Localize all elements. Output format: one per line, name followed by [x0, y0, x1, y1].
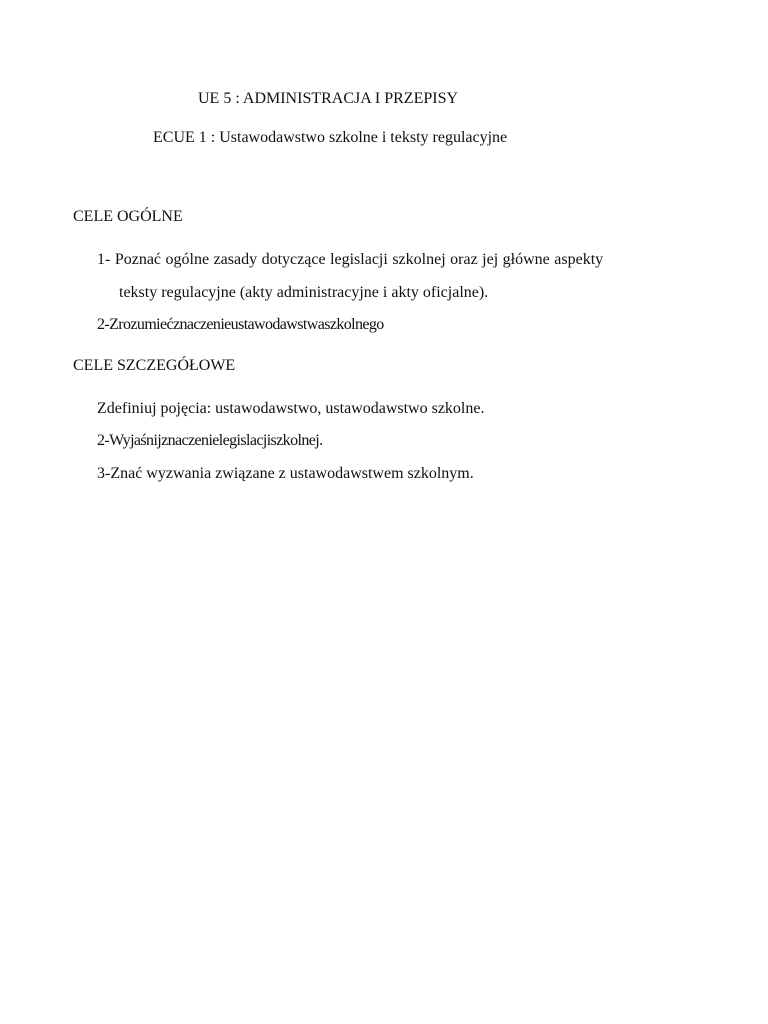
document-title: UE 5 : ADMINISTRACJA I PRZEPISY [198, 90, 459, 107]
specific-objective-2: 2-Wyjaśnijznaczenielegislacjiszkolnej. [97, 432, 323, 449]
document-subtitle: ECUE 1 : Ustawodawstwo szkolne i teksty regulacyjne [153, 129, 508, 146]
general-objectives-heading: CELE OGÓLNE [73, 208, 183, 225]
general-objective-1-line-2: teksty regulacyjne (akty administracyjne i akty oficjalne). [119, 284, 489, 301]
specific-objective-1: Zdefiniuj pojęcia: ustawodawstwo, ustawodawstwo szkolne. [97, 400, 485, 417]
specific-objective-3: 3-Znać wyzwania związane z ustawodawstwem szkolnym. [97, 465, 474, 482]
specific-objectives-heading: CELE SZCZEGÓŁOWE [73, 357, 236, 374]
general-objective-2: 2-Zrozumiećznaczenieustawodawstwaszkolnego [97, 316, 384, 333]
general-objective-1-line-1: 1- Poznać ogólne zasady dotyczące legislacji szkolnej oraz jej główne aspekty [97, 251, 604, 268]
